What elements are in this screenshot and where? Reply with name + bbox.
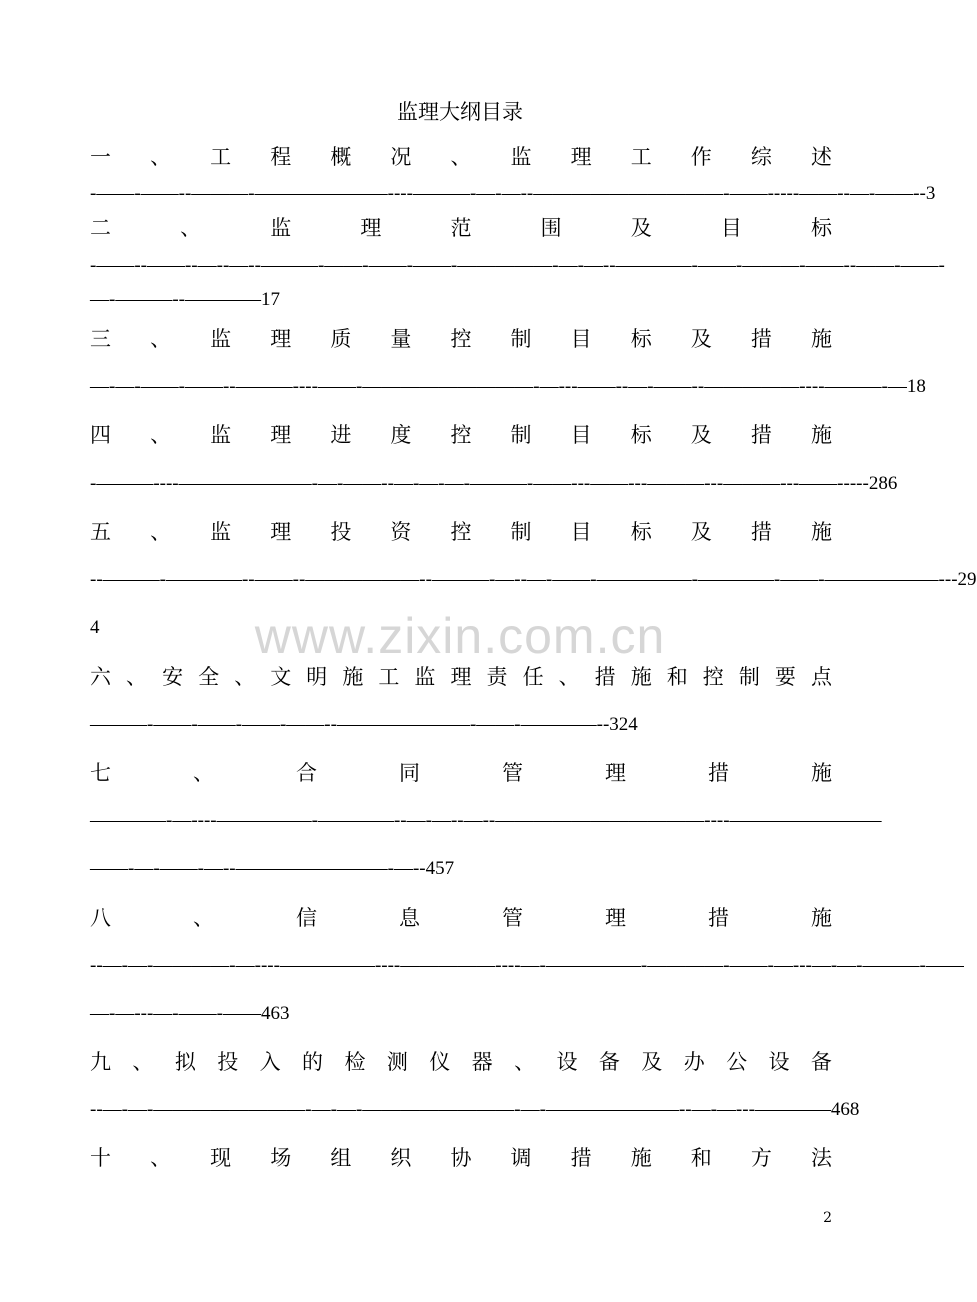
- toc-heading-char: 织: [390, 1146, 412, 1170]
- toc-heading-char: 合: [296, 761, 317, 785]
- toc-heading-char: 况: [390, 145, 412, 169]
- toc-heading-char: 、: [132, 1050, 154, 1074]
- toc-heading-char: 备: [810, 1050, 832, 1074]
- toc-heading-char: 投: [330, 520, 352, 544]
- toc-heading-char: 理: [270, 423, 292, 447]
- toc-heading-char: 组: [330, 1146, 352, 1170]
- toc-leader-line: --—-—-————————-—-—-————————-—-———————--—-—---————468: [90, 1099, 860, 1120]
- toc-leader-line: —-—-——-——--———----——-—————————-—---——--—-——--—————----———-—18: [90, 376, 926, 397]
- toc-heading-char: 质: [330, 327, 352, 351]
- toc-heading-char: 度: [390, 423, 412, 447]
- toc-heading-char: 、: [450, 145, 472, 169]
- toc-heading-char: 息: [399, 906, 420, 930]
- toc-heading-char: 控: [702, 665, 724, 689]
- toc-heading-char: 措: [750, 327, 772, 351]
- toc-heading-char: 七: [90, 761, 111, 785]
- toc-heading-char: 八: [90, 906, 111, 930]
- toc-heading-char: 的: [302, 1050, 324, 1074]
- toc-heading-char: 六: [90, 665, 111, 689]
- toc-heading-char: 五: [90, 520, 111, 544]
- toc-heading-char: 标: [630, 327, 652, 351]
- toc-heading-char: 管: [502, 761, 523, 785]
- toc-heading-char: 措: [594, 665, 616, 689]
- toc-heading-char: 、: [150, 520, 172, 544]
- toc-heading-char: 仪: [429, 1050, 451, 1074]
- toc-heading-char: 制: [510, 327, 532, 351]
- toc-heading-char: 现: [210, 1146, 232, 1170]
- toc-heading-char: 施: [810, 520, 832, 544]
- toc-heading-char: 及: [641, 1050, 663, 1074]
- toc-heading-char: 协: [450, 1146, 472, 1170]
- toc-heading-char: 全: [198, 665, 220, 689]
- toc-heading-char: 施: [342, 665, 364, 689]
- page-number: 2: [823, 1210, 832, 1226]
- toc-heading-char: 施: [810, 423, 832, 447]
- toc-heading: [90, 759, 832, 787]
- toc-heading-char: 标: [811, 216, 832, 240]
- toc-heading-char: 二: [90, 216, 111, 240]
- toc-heading-char: 监: [210, 520, 232, 544]
- toc-heading-char: 办: [683, 1050, 705, 1074]
- toc-heading-char: 明: [306, 665, 328, 689]
- toc-heading-char: 测: [386, 1050, 408, 1074]
- toc-heading-char: 理: [270, 520, 292, 544]
- toc-heading-char: 施: [810, 327, 832, 351]
- toc-heading-char: 理: [360, 216, 382, 240]
- toc-heading-char: 、: [180, 216, 202, 240]
- toc-heading-char: 、: [193, 906, 214, 930]
- toc-heading-char: 目: [570, 423, 592, 447]
- toc-heading-char: 十: [90, 1146, 111, 1170]
- toc-heading-char: 法: [810, 1146, 832, 1170]
- toc-heading: [90, 663, 832, 691]
- toc-heading: [90, 325, 832, 353]
- toc-heading-char: 工: [630, 145, 652, 169]
- toc-heading-char: 措: [750, 520, 772, 544]
- toc-leader-line: —-———--————17: [90, 289, 280, 310]
- toc-heading-char: 、: [514, 1050, 536, 1074]
- toc-heading-char: 理: [570, 145, 592, 169]
- toc-heading-char: 制: [510, 520, 532, 544]
- toc-heading-char: 点: [810, 665, 832, 689]
- toc-heading-char: 、: [558, 665, 580, 689]
- toc-heading-char: 措: [570, 1146, 592, 1170]
- toc-heading-char: 安: [162, 665, 184, 689]
- toc-heading-char: 理: [270, 327, 292, 351]
- toc-heading-char: 器: [471, 1050, 493, 1074]
- toc-heading-char: 综: [750, 145, 772, 169]
- toc-heading-char: 、: [193, 761, 214, 785]
- toc-heading-char: 检: [344, 1050, 366, 1074]
- toc-heading-char: 及: [690, 423, 712, 447]
- toc-heading-char: 控: [450, 423, 472, 447]
- toc-heading-char: 理: [605, 761, 626, 785]
- toc-heading-char: 目: [570, 520, 592, 544]
- toc-leader-line: ————-—----—————-————--—-—--—--———————————----————————: [90, 810, 882, 831]
- toc-heading-char: 和: [666, 665, 688, 689]
- toc-heading-char: 措: [750, 423, 772, 447]
- toc-heading-char: 控: [450, 520, 472, 544]
- toc-heading-char: 及: [630, 216, 652, 240]
- toc-heading-char: 工: [210, 145, 232, 169]
- toc-heading-char: 公: [726, 1050, 748, 1074]
- toc-heading-char: 责: [486, 665, 508, 689]
- toc-heading-char: 、: [234, 665, 256, 689]
- toc-heading-char: 投: [217, 1050, 239, 1074]
- toc-heading-char: 工: [378, 665, 400, 689]
- toc-leader-line: --———-————--——--——————--———-—--—-——-—————-————-——-——————---29: [90, 569, 977, 590]
- document-title: 监理大纲目录: [397, 100, 523, 124]
- toc-heading-char: 制: [738, 665, 760, 689]
- toc-heading-char: 文: [270, 665, 292, 689]
- toc-heading-char: 控: [450, 327, 472, 351]
- toc-heading-char: 一: [90, 145, 111, 169]
- toc-heading-char: 施: [630, 665, 652, 689]
- toc-heading-char: 制: [510, 423, 532, 447]
- toc-heading-char: 资: [390, 520, 412, 544]
- toc-heading-char: 、: [150, 145, 172, 169]
- toc-heading: [90, 143, 832, 171]
- toc-heading-char: 任: [522, 665, 544, 689]
- toc-heading-char: 三: [90, 327, 111, 351]
- toc-heading-char: 同: [399, 761, 420, 785]
- toc-heading: [90, 214, 832, 242]
- toc-heading-char: 信: [296, 906, 317, 930]
- toc-heading-char: 措: [708, 906, 729, 930]
- toc-heading-char: 监: [270, 216, 292, 240]
- toc-leader-line: --—-—-————-—----—————----—————----—-—————-————-——-—---—-—-———-——: [90, 955, 964, 976]
- toc-heading-char: 标: [630, 520, 652, 544]
- toc-heading: [90, 1144, 832, 1172]
- toc-heading: [90, 518, 832, 546]
- toc-heading-char: 、: [150, 327, 172, 351]
- toc-heading-char: 施: [811, 906, 832, 930]
- toc-heading-char: 管: [502, 906, 523, 930]
- toc-heading-char: 和: [690, 1146, 712, 1170]
- watermark: www.zixin.com.cn: [254, 608, 666, 664]
- toc-heading-char: 设: [768, 1050, 790, 1074]
- toc-heading-char: 措: [708, 761, 729, 785]
- toc-heading-char: 目: [720, 216, 742, 240]
- toc-leader-line: 4: [90, 617, 100, 638]
- toc-heading-char: 、: [150, 423, 172, 447]
- toc-heading-char: 监: [414, 665, 436, 689]
- toc-heading-char: 拟: [174, 1050, 196, 1074]
- toc-heading-char: 理: [450, 665, 472, 689]
- toc-heading-char: 程: [270, 145, 292, 169]
- toc-heading-char: 目: [570, 327, 592, 351]
- toc-heading-char: 要: [774, 665, 796, 689]
- toc-heading-char: 进: [330, 423, 352, 447]
- toc-heading-char: 概: [330, 145, 352, 169]
- toc-leader-line: —-—---—-——-——463: [90, 1003, 290, 1024]
- toc-heading-char: 监: [210, 327, 232, 351]
- toc-heading-char: 九: [90, 1050, 111, 1074]
- toc-leader-line: ——-—-——-—--————————-—--457: [90, 858, 455, 879]
- toc-heading-char: 备: [598, 1050, 620, 1074]
- toc-heading-char: 四: [90, 423, 111, 447]
- toc-heading: [90, 904, 832, 932]
- toc-heading-char: 、: [126, 665, 148, 689]
- toc-heading-char: 及: [690, 520, 712, 544]
- toc-heading-char: 述: [810, 145, 832, 169]
- toc-heading-char: 作: [690, 145, 712, 169]
- toc-heading-char: 监: [210, 423, 232, 447]
- toc-leader-line: -——--——--—--—--———-——-——-——-—————-—-—--————-——-———-——--——-——-: [90, 255, 945, 276]
- toc-leader-line: ———-——-——-——-——--———————-——-————--324: [90, 714, 638, 735]
- toc-heading-char: 方: [750, 1146, 772, 1170]
- toc-heading-char: 施: [811, 761, 832, 785]
- toc-heading-char: 入: [259, 1050, 281, 1074]
- toc-heading-char: 理: [605, 906, 626, 930]
- toc-heading: [90, 1048, 832, 1076]
- toc-heading-char: 、: [150, 1146, 172, 1170]
- toc-leader-line: -———----———————-—-——--—-—-—-———-——---——---———---———---——-----286: [90, 473, 898, 494]
- toc-heading-char: 调: [510, 1146, 532, 1170]
- toc-heading-char: 监: [510, 145, 532, 169]
- toc-heading-char: 范: [450, 216, 472, 240]
- toc-heading-char: 施: [630, 1146, 652, 1170]
- toc-leader-line: -——-——--———-———————----———-—-—--——————————-——-----——--—-——--3: [90, 183, 936, 204]
- toc-heading-char: 设: [556, 1050, 578, 1074]
- toc-heading-char: 量: [390, 327, 412, 351]
- toc-heading-char: 场: [270, 1146, 292, 1170]
- toc-heading: [90, 421, 832, 449]
- toc-heading-char: 标: [630, 423, 652, 447]
- toc-heading-char: 及: [690, 327, 712, 351]
- toc-heading-char: 围: [540, 216, 562, 240]
